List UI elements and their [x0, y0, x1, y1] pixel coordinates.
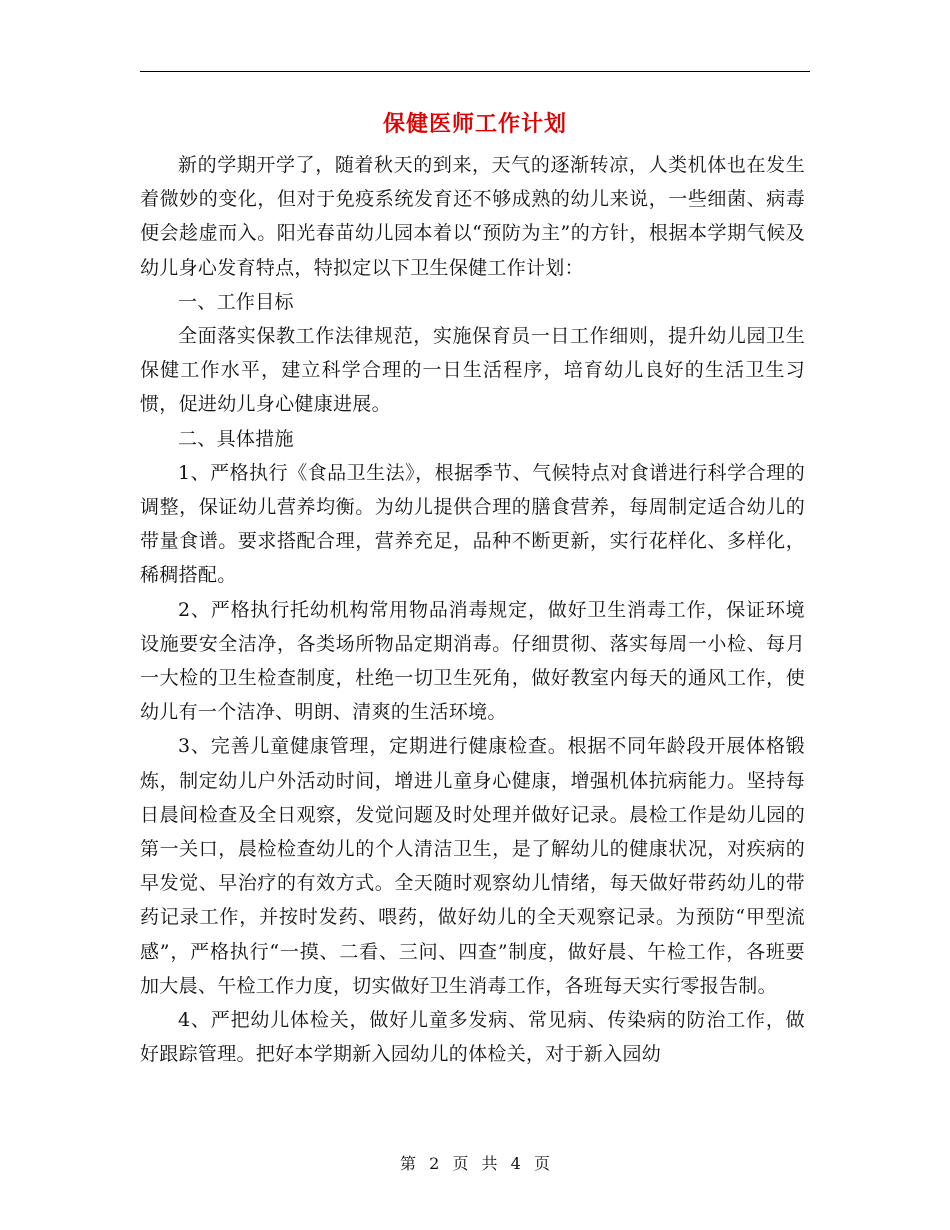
paragraph-measure-4: 4、严把幼儿体检关，做好儿童多发病、常见病、传染病的防治工作，做好跟踪管理。把好本学期新入园幼儿的体检关，对于新入园幼: [140, 1009, 805, 1066]
paragraph-work-goals: 全面落实保教工作法律规范，实施保育员一日工作细则，提升幼儿园卫生保健工作水平，建立科学合理的一日生活程序，培育幼儿良好的生活卫生习惯，促进幼儿身心健康进展。: [140, 325, 805, 416]
heading-work-goals: 一、工作目标: [178, 290, 294, 313]
paragraph-intro: 新的学期开学了，随着秋天的到来，天气的逐渐转凉，人类机体也在发生着微妙的变化，但对于免疫系统发育还不够成熟的幼儿来说，一些细菌、病毒便会趁虚而入。阳光春苗幼儿园本着以“预防为主”的方针，根据本学期气候及幼儿身心发育特点，特拟定以下卫生保健工作计划：: [140, 154, 805, 279]
paragraph-measure-1: 1、严格执行《食品卫生法》，根据季节、气候特点对食谱进行科学合理的调整，保证幼儿营养均衡。为幼儿提供合理的膳食营养，每周制定适合幼儿的带量食谱。要求搭配合理，营养充足，品种不断更新，实行花样化、多样化，稀稠搭配。: [140, 461, 805, 587]
heading-measures: 二、具体措施: [178, 427, 294, 450]
footer-total-unit: 页: [533, 1154, 550, 1173]
footer-total-pages: 4: [510, 1154, 521, 1173]
document-body: [140, 148, 805, 1071]
footer-page-prefix: 第: [400, 1154, 417, 1173]
header-rule: [140, 71, 810, 72]
footer-total-label: 共: [481, 1154, 498, 1173]
document-title: 保健医师工作计划: [382, 111, 567, 137]
page-footer: [0, 1152, 950, 1176]
paragraph-measure-3: 3、完善儿童健康管理，定期进行健康检查。根据不同年龄段开展体格锻炼，制定幼儿户外活动时间，增进儿童身心健康，增强机体抗病能力。坚持每日晨间检查及全日观察，发觉问题及时处理并做好记录。晨检工作是幼儿园的第一关口，晨检检查幼儿的个人清洁卫生，是了解幼儿的健康状况，对疾病的早发觉、早治疗的有效方式。全天随时观察幼儿情绪，每天做好带药幼儿的带药记录工作，并按时发药、喂药，做好幼儿的全天观察记录。为预防“甲型流感”，严格执行“一摸、二看、三问、四查”制度，做好晨、午检工作，各班要加大晨、午检工作力度，切实做好卫生消毒工作，各班每天实行零报告制。: [140, 735, 805, 997]
footer-current-page: 2: [429, 1154, 440, 1173]
footer-page-unit: 页: [452, 1154, 469, 1173]
paragraph-measure-2: 2、严格执行托幼机构常用物品消毒规定，做好卫生消毒工作，保证环境设施要安全洁净，各类场所物品定期消毒。仔细贯彻、落实每周一小检、每月一大检的卫生检查制度，杜绝一切卫生死角，做好教室内每天的通风工作，使幼儿有一个洁净、明朗、清爽的生活环境。: [140, 598, 805, 724]
